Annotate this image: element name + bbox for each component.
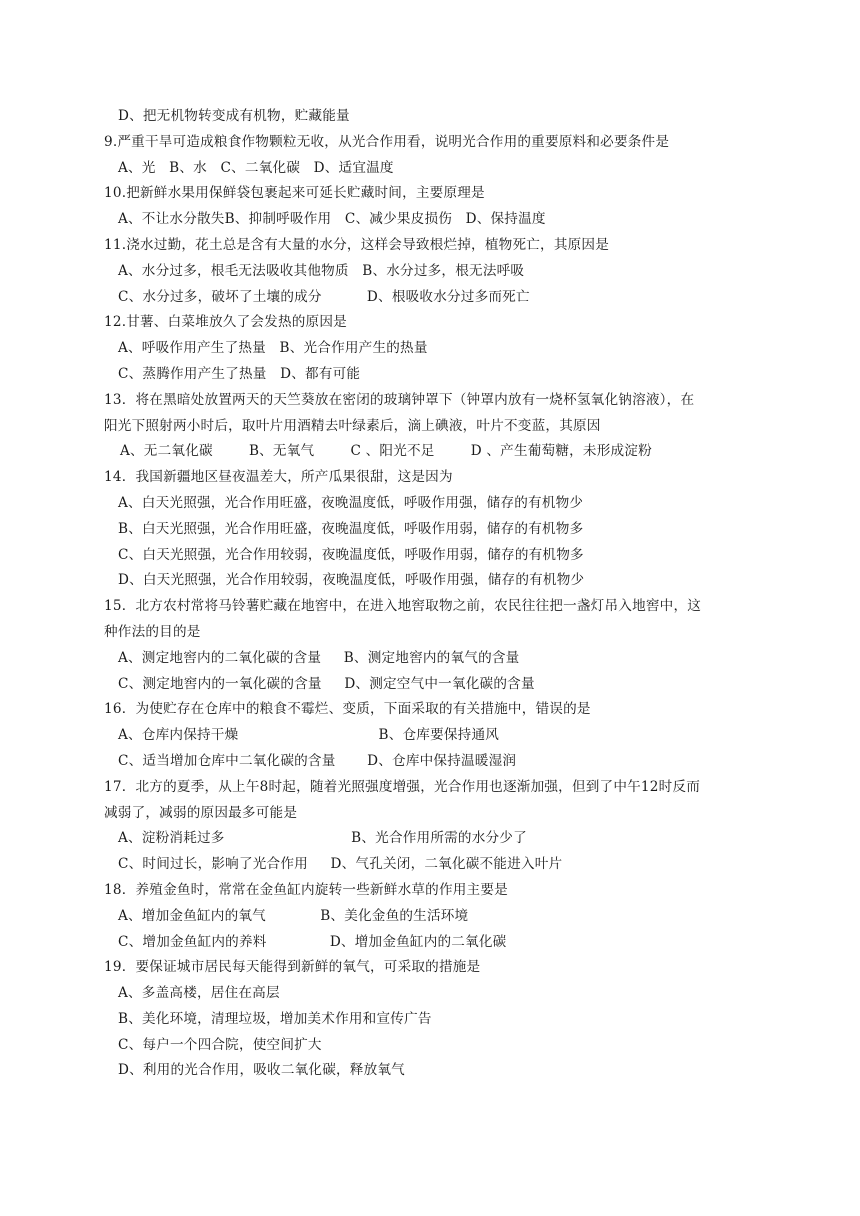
- options-16-cd: C、适当增加仓库中二氧化碳的含量 D、仓库中保持温暖湿润: [118, 752, 517, 769]
- option-19b: B、美化环境，清理垃圾，增加美术作用和宣传广告: [118, 1010, 432, 1027]
- question-10: 10.把新鲜水果用保鲜袋包裹起来可延长贮藏时间，主要原理是: [104, 185, 485, 202]
- question-11: 11.浇水过勤，花土总是含有大量的水分，这样会导致根烂掉，植物死亡，其原因是: [104, 236, 609, 253]
- options-16-ab: A、仓库内保持干燥 B、仓库要保持通风: [118, 727, 500, 744]
- option-19c: C、每户一个四合院，使空间扩大: [118, 1036, 322, 1053]
- options-11-ab: A、水分过多，根毛无法吸收其他物质 B、水分过多，根无法呼吸: [118, 262, 525, 279]
- options-13: A、无二氧化碳 B、无氧气 C 、阳光不足 D 、产生葡萄糖，未形成淀粉: [120, 443, 652, 460]
- question-18: 18．养殖金鱼时，常常在金鱼缸内旋转一些新鲜水草的作用主要是: [104, 881, 508, 898]
- option-14d: D、白天光照强，光合作用较弱，夜晚温度低，呼吸作用强，储存的有机物少: [118, 572, 585, 589]
- option-14b: B、白天光照强，光合作用旺盛，夜晚温度低，呼吸作用弱，储存的有机物多: [118, 520, 584, 537]
- question-13-line-2: 阳光下照射两小时后，取叶片用酒精去叶绿素后，滴上碘液，叶片不变蓝，其原因: [104, 417, 601, 434]
- options-11-cd: C、水分过多，破坏了土壤的成分 D、根吸收水分过多而死亡: [118, 288, 530, 305]
- options-15-ab: A、测定地窖内的二氧化碳的含量 B、测定地窖内的氧气的含量: [118, 649, 520, 666]
- option-19d: D、利用的光合作用，吸收二氧化碳，释放氧气: [118, 1062, 405, 1079]
- options-9: A、光 B、水 C、二氧化碳 D、适宜温度: [118, 159, 394, 176]
- options-17-cd: C、时间过长，影响了光合作用 D、气孔关闭，二氧化碳不能进入叶片: [118, 856, 563, 873]
- options-18-cd: C、增加金鱼缸内的养料 D、增加金鱼缸内的二氧化碳: [118, 933, 507, 950]
- question-15-line-2: 种作法的目的是: [104, 623, 201, 640]
- options-18-ab: A、增加金鱼缸内的氧气 B、美化金鱼的生活环境: [118, 907, 469, 924]
- question-19: 19．要保证城市居民每天能得到新鲜的氧气，可采取的措施是: [104, 959, 481, 976]
- question-15-line-1: 15．北方农村常将马铃薯贮藏在地窖中，在进入地窖取物之前，农民往往把一盏灯吊入地窖中，这: [104, 598, 702, 615]
- question-16: 16．为使贮存在仓库中的粮食不霉烂、变质，下面采取的有关措施中，错误的是: [104, 701, 591, 718]
- options-12-ab: A、呼吸作用产生了热量 B、光合作用产生的热量: [118, 340, 428, 357]
- option-14c: C、白天光照强，光合作用较弱，夜晚温度低，呼吸作用弱，储存的有机物多: [118, 546, 584, 563]
- question-13-line-1: 13．将在黑暗处放置两天的天竺葵放在密闭的玻璃钟罩下（钟罩内放有一烧杯氢氧化钠溶液），在: [104, 391, 695, 408]
- option-8d: D、把无机物转变成有机物，贮藏能量: [118, 108, 350, 124]
- option-19a: A、多盖高楼，居住在高层: [118, 985, 280, 1002]
- question-12: 12.甘薯、白菜堆放久了会发热的原因是: [104, 314, 347, 331]
- question-9: 9.严重干旱可造成粮食作物颗粒无收，从光合作用看，说明光合作用的重要原料和必要条件是: [104, 133, 670, 150]
- option-14a: A、白天光照强，光合作用旺盛，夜晚温度低，呼吸作用强，储存的有机物少: [118, 494, 584, 511]
- question-17-line-1: 17．北方的夏季，从上午8时起，随着光照强度增强，光合作用也逐渐加强，但到了中午12时反而: [104, 778, 700, 795]
- options-10: A、不让水分散失B、抑制呼吸作用 C、减少果皮损伤 D、保持温度: [118, 211, 546, 228]
- options-17-ab: A、淀粉消耗过多 B、光合作用所需的水分少了: [118, 830, 527, 847]
- question-14: 14．我国新疆地区昼夜温差大，所产瓜果很甜，这是因为: [104, 469, 453, 486]
- question-17-line-2: 减弱了，减弱的原因最多可能是: [104, 804, 298, 821]
- options-12-cd: C、蒸腾作用产生了热量 D、都有可能: [118, 365, 361, 382]
- options-15-cd: C、测定地窖内的一氧化碳的含量 D、测定空气中一氧化碳的含量: [118, 675, 535, 692]
